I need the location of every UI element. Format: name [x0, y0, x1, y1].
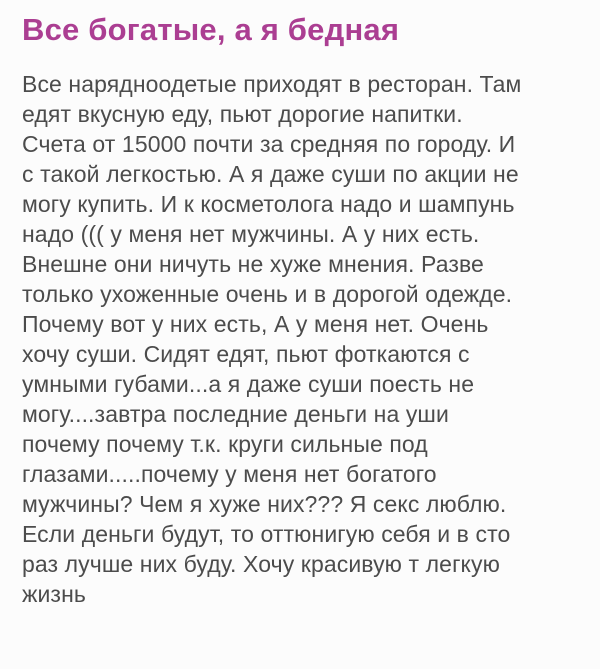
body-line: умными губами...а я даже суши поесть не	[22, 371, 475, 397]
body-line: могу купить. И к косметолога надо и шампунь	[22, 191, 515, 217]
body-line: Внешне они ничуть не хуже мнения. Разве	[22, 251, 484, 277]
body-line: Почему вот у них есть, А у меня нет. Очень	[22, 311, 489, 337]
body-line: мужчины? Чем я хуже них??? Я секс люблю.	[22, 491, 507, 517]
body-line: глазами.....почему у меня нет богатого	[22, 461, 437, 487]
body-line: едят вкусную еду, пьют дорогие напитки.	[22, 101, 463, 127]
body-line: почему почему т.к. круги сильные под	[22, 431, 428, 457]
body-line: жизнь	[22, 581, 86, 607]
body-line: хочу суши. Сидят едят, пьют фоткаются с	[22, 341, 470, 367]
body-line: Все нарядноодетые приходят в ресторан. Там	[22, 71, 522, 97]
post-body-text	[22, 69, 592, 609]
body-line: раз лучше них буду. Хочу красивую т легкую	[22, 551, 500, 577]
body-line: надо ((( у меня нет мужчины. А у них есть.	[22, 221, 480, 247]
body-line: с такой легкостью. А я даже суши по акции не	[22, 161, 519, 187]
body-line: Счета от 15000 почти за средняя по городу. И	[22, 131, 516, 157]
body-line: могу....завтра последние деньги на уши	[22, 401, 449, 427]
body-line: Если деньги будут, то оттюнигую себя и в сто	[22, 521, 511, 547]
body-line: только ухоженные очень и в дорогой одежде.	[22, 281, 513, 307]
post-title: Все богатые, а я бедная	[22, 12, 400, 47]
